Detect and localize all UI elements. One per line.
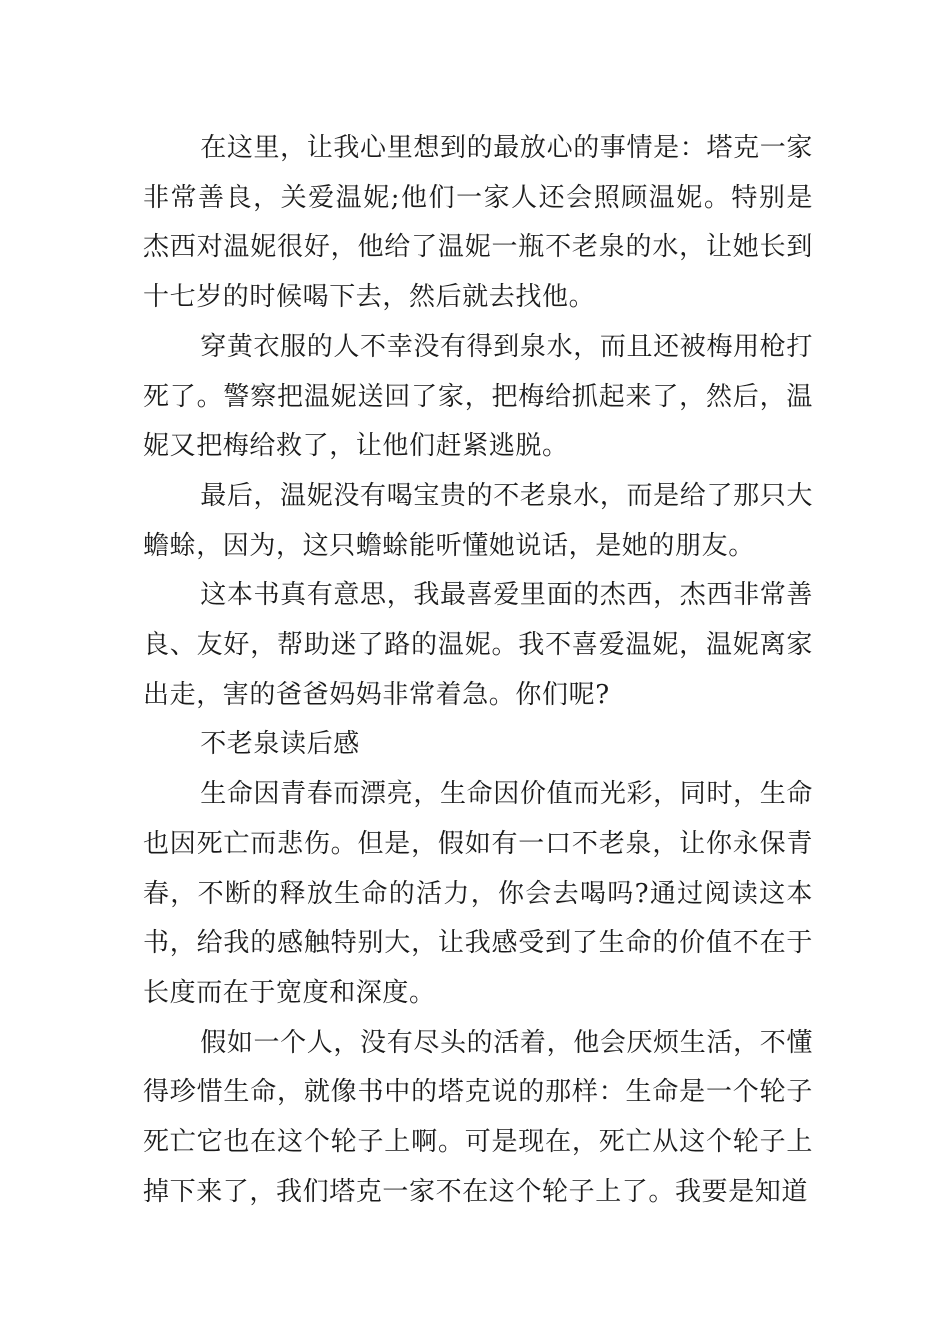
paragraph-1: 在这里，让我心里想到的最放心的事情是：塔克一家非常善良，关爱温妮;他们一家人还会照顾温妮。特别是杰西对温妮很好，他给了温妮一瓶不老泉的水，让她长到十七岁的时候喝下去，然后就去找他。 [143, 133, 813, 313]
paragraph-2: 穿黄衣服的人不幸没有得到泉水，而且还被梅用枪打死了。警察把温妮送回了家，把梅给抓起来了，然后，温妮又把梅给救了，让他们赶紧逃脱。 [143, 331, 813, 462]
document-body [143, 124, 813, 1217]
paragraph-3: 最后，温妮没有喝宝贵的不老泉水，而是给了那只大蟾蜍，因为，这只蟾蜍能听懂她说话，是她的朋友。 [143, 480, 813, 561]
paragraph-5: 生命因青春而漂亮，生命因价值而光彩，同时，生命也因死亡而悲伤。但是，假如有一口不老泉，让你永保青春，不断的释放生命的活力，你会去喝吗?通过阅读这本书，给我的感触特别大，让我感受到了生命的价值不在于长度而在于宽度和深度。 [143, 779, 813, 1008]
section-heading: 不老泉读后感 [200, 729, 360, 760]
paragraph-6: 假如一个人，没有尽头的活着，他会厌烦生活，不懂得珍惜生命，就像书中的塔克说的那样：生命是一个轮子死亡它也在这个轮子上啊。可是现在，死亡从这个轮子上掉下来了，我们塔克一家不在这个轮子上了。我要是知道 [143, 1027, 813, 1207]
paragraph-4: 这本书真有意思，我最喜爱里面的杰西，杰西非常善良、友好，帮助迷了路的温妮。我不喜爱温妮，温妮离家出走，害的爸爸妈妈非常着急。你们呢? [143, 580, 813, 710]
